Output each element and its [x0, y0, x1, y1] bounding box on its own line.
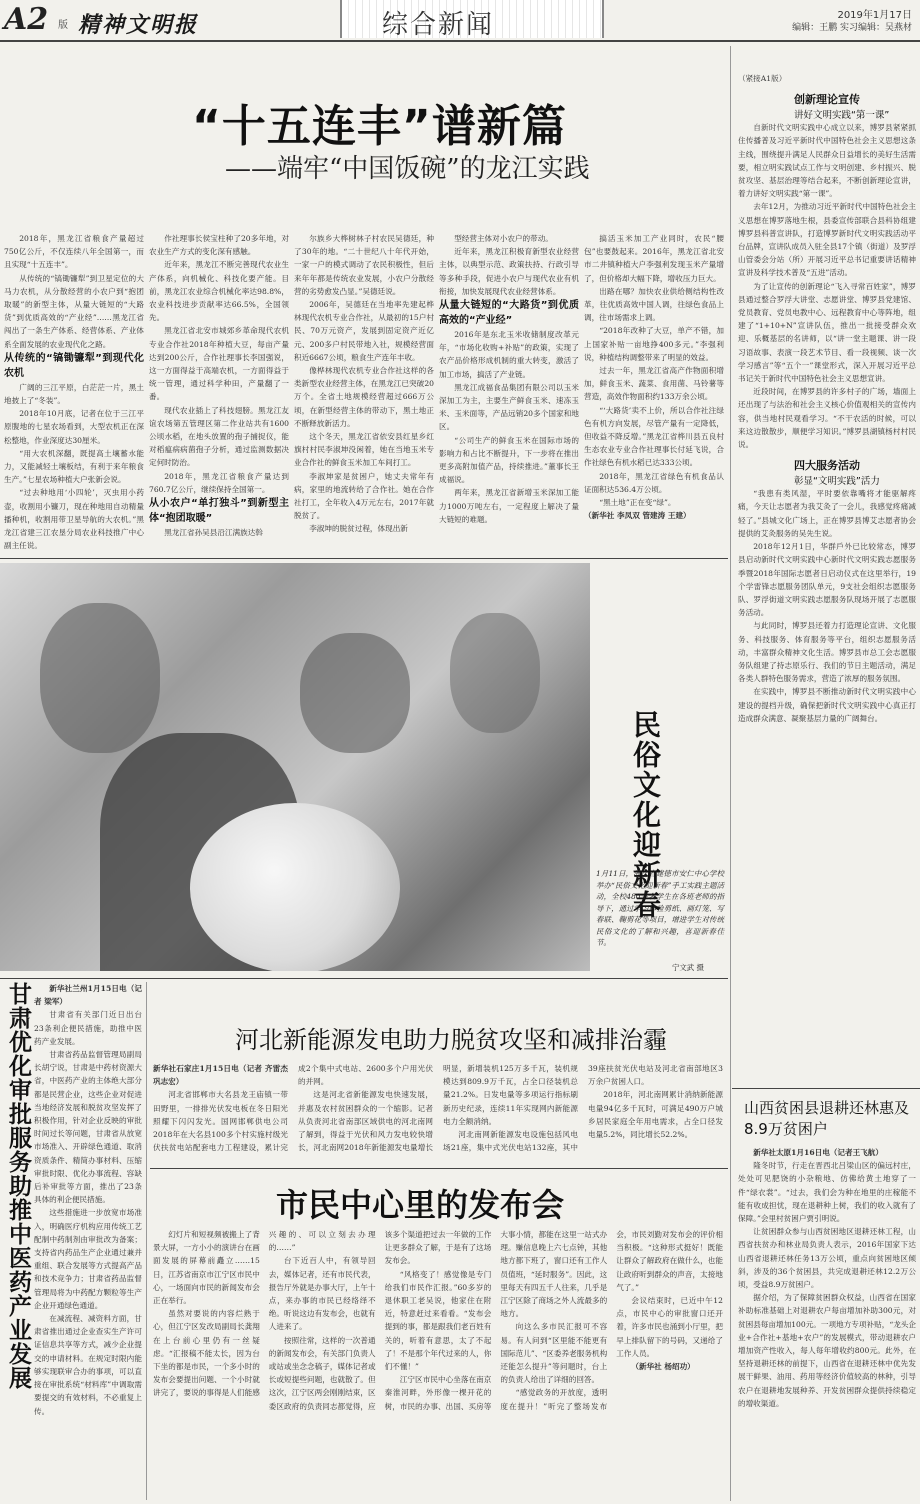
paragraph: 从传统的“镐锄镰犁”到卫星定位的大马力农机，从分散经营的小农户到“抱团取暖”的新型主体，从量大链短的“大路货”到优质高效的“产业经”……黑龙江省闯出了一条生产体系、经营体系、产业体系全面发展的农业现代化之路。 [4, 273, 144, 349]
paragraph: 去年12月，为推动习近平新时代中国特色社会主义思想在博罗落地生根，县委宣传部联合县科协组建博罗县科普宣讲队，打造博罗新时代文明实践活动平台品牌，宣讲队成员入驻全县17个镇（街道）及罗浮山管委会分站（所）开展习近平总书记重要讲话精神宣讲及科学技术普及“五进”活动。 [738, 202, 916, 278]
right-subhead-1: 创新理论宣传 [794, 93, 860, 107]
paragraph: 台下近百人中，有领导回去，媒体记者，还有市民代表，报告厅外就是办事大厅，上午十点，来办事的市民已经络绎不绝。听说这边有发布会，也就有人进来了。 [268, 1256, 376, 1332]
paragraph: 这些措施进一步放宽市场准入，明确医疗机构应用传统工艺配制中药制剂由审批改为备案；支持省内药品生产企业通过兼并重组、联合发展等方式提高产品和技术竞争力；甘肃省药品监督管理局将为中药配方颗粒等生产企业开通绿色通道。 [34, 1208, 142, 1310]
paragraph: 2018年，黑龙江省粮食产量超过750亿公斤，不仅连续八年全国第一，而且实现“十五连丰”。 [4, 234, 144, 270]
paragraph: 这是河北省新能源发电快速发展，并惠及农村贫困群众的一个缩影。记者从负责河北省南部区域供电的河北南网了解到，得益于光伏和风力发电较快增长，河北南网2018年新能源发电量增长明显，新增装机125万多千瓦，装机规模达到809.9万千瓦，占全口径装机总量21.2%。日发电量等多项运行指标刷新历史纪录，连续11年实现网内新能源电力全额消纳。 [298, 1064, 578, 1153]
paragraph: “黑土地”正在变“绿”。 [599, 498, 676, 508]
shanxi-body [738, 1146, 916, 1500]
paragraph: “风格变了！感觉像是专门给我们市民作汇报。”60多岁的退休职工老吴说，他家住在附近，特意赶过来看看。“发布会提到的事，都是跟我们老百姓有关的，听着有意思，太了不起了！不是那个年代过来的人，你们不懂！” [384, 1269, 492, 1372]
paragraph: 隆冬时节，行走在晋西北吕梁山区的偏远村庄，处处可见肥饶的小杂粮地、仿佛给黄土地穿了一件“绿衣裳”。“过去，我们会为种在地里的庄稼能不能有收成担忧，现在退耕种上树，我们的收入就有了保障。”会里村贫困户贾引明说。 [738, 1161, 916, 1224]
lead-subhead-2: 从小农户“单打独斗”到新型主体“抱团取暖” [149, 498, 289, 525]
paragraph: 为了让宣传的创新理论“飞入寻常百姓家”，博罗县通过整合罗浮大讲堂、志愿讲堂、博罗县党建馆、党员教育、党员电教中心、远程教育中心等阵地，组建了“1+10+N”宣讲队伍，推出一批接受群众欢迎、乐概基层的名讲师，以“讲一堂主题课、讲一段习语故事、表演一段艺术节目、看一段视频、谈一次学习感言”等“五个一”课堂形式，深入开展习近平总书记关于新时代中国特色社会主义思想宣讲。 [738, 281, 916, 384]
continued-note: （紧接A1版） [738, 74, 787, 83]
paragraph: “过去种地用‘小四轮’，灭虫用小药壶，收割用小镰刀，现在种地用自动精量播种机，收割用带卫星导航的大农机。”黑龙江省建三江农垦分局农业科技推广中心副主任说。 [4, 488, 144, 551]
lead-column-1 [4, 232, 144, 552]
gansu-dateline: 新华社兰州1月15日电（记者 梁军） [34, 984, 142, 1007]
right-column-story [738, 72, 916, 1084]
lead-subhead-1: 从传统的“镐锄镰犁”到现代化农机 [4, 352, 144, 379]
gansu-divider [146, 982, 147, 1500]
paragraph: 作社理事长侯宝柱种了20多年地，对农业生产方式的变化深有感触。 [149, 234, 289, 257]
paragraph: 像桦林现代农机专业合作社这样的各类新型农业经营主体，在黑龙江已突破20万个。全省土地规模经营超过666万公顷，在新型经营主体的带动下，黑土地正不断释放新活力。 [294, 366, 434, 428]
paragraph: 2016年是东北玉米收储制度改革元年，“市场化收购+补贴”的政策，实现了农产品价格形成机制的重大转变，激活了加工市场，搞活了产业链。 [439, 330, 579, 379]
right-divider [732, 1088, 920, 1089]
right-subhead-2b: 彰显“文明实践”活力 [794, 476, 880, 488]
edition-label: 版 [58, 20, 68, 31]
masthead: 精神文明报 [78, 12, 199, 38]
paragraph: 甘肃省有关部门近日出台23条利企便民措施，助推中医药产业发展。 [34, 1010, 142, 1046]
paragraph: 2018年，黑龙江省粮食产量达到760.7亿公斤，继续保持全国第一。 [149, 471, 289, 494]
paragraph: “我患有类风湿，平时要依靠嘴将才能驱解疼痛，今天让志愿者为我艾灸了一会儿，我感觉疼痛减轻了。”县城文化广场上，正在博罗县博艾志愿者协会提供的艾灸服务的吴先生说。 [738, 489, 916, 538]
photo-bottom-rule [0, 978, 728, 979]
paragraph: 黑龙江成福食品集团有限公司以玉米深加工为主，主要生产鲜食玉米、速冻玉米、玉米面等，产品远销20多个国家和地区。 [439, 382, 579, 432]
paragraph: 幻灯片和短视频被搬上了背景大屏，一方小小的演讲台在画面发展的屏幕前矗立……15日，江苏省南京市江宁区市民中心，一场面向市民的新闻发布会正在举行。 [153, 1230, 260, 1306]
hebei-body [153, 1062, 723, 1160]
shanxi-dateline: 新华社太原1月16日电（记者王飞航） [753, 1148, 883, 1157]
lead-bottom-rule [0, 558, 728, 559]
paragraph: 广阔的三江平原，白茫茫一片，黑土地披上了“冬装”。 [4, 382, 144, 406]
section-title: 综合新闻 [382, 10, 495, 40]
photo-feature-title: 民俗文化迎新春 [629, 710, 662, 920]
photo-caption: 1月11日，浙江省建德市安仁中心学校举办“民俗文化迎新春”手工实践主题活动，全校480余名学生在各班老师的指导下，通过学习体验剪纸、画灯笼、写春联、鞠剪花等项目，增进学生对传统民俗文化的了解和兴趣，喜迎新春佳节。 [596, 869, 724, 947]
paragraph: 两年来，黑龙江省新增玉米深加工能力1000万吨左右，一定程度上解决了量大链短的难题。 [439, 488, 579, 524]
paragraph: 让贫困群众参与山西贫困地区退耕还林工程，山西省扶贫办和林业局负责人表示，2016年国家下达山西省退耕还林任务13万公顷，重点向贫困地区倾斜，涉及的36个贫困县，共完成退耕还林12.2万公顷，受益8.9万贫困户。 [738, 1227, 916, 1290]
paragraph: “2018年改种了大豆，单产不错，加上国家补贴一亩地挣400多元。”李强利说，种植结构调整带来了明显的效益。 [584, 326, 724, 362]
paragraph: 自新时代文明实践中心成立以来，博罗县紧紧抓住传播普及习近平新时代中国特色社会主义思想这条主线，围绕提升满足人民群众日益增长的美好生活需要，相立明实践试点工作与文明创建、乡村振兴、脱贫攻坚、基层治理等结合起来，不断创新理论宣讲，着力讲好文明实践“第一课”。 [738, 123, 916, 199]
paragraph: 李淑坤家是贫困户，她丈夫常年有病，家里的地流转给了合作社。她在合作社打工，全年收入4万元左右，2017年就脱贫了。 [294, 471, 434, 521]
paragraph: 按照往常，这样的一次普通的新闻发布会，有关部门负责人或站或坐念念稿子，媒体记者或长或短提些问题，也就散了。但这次，江宁区两会刚刚结束，区委区政府的负责同志都觉得，应该多个渠道把过去一年做的工作让更多群众了解，于是有了这场发布会。 [268, 1230, 492, 1411]
paragraph: 2006年，吴德廷在当地率先建起桦林现代农机专业合作社，从最初的15户村民、70万元资产，发展到固定资产近亿元、200多户村民带地入社，规模经营面积近6667公顷，粮食生产连年丰收。 [294, 300, 434, 362]
feature-photo [0, 563, 590, 971]
paragraph: 出路在哪？加快农业供给侧结构性改革，往优质高效中国人调，往绿色食品上调，往市场需求上调。 [584, 286, 724, 323]
paragraph: 与此同时，博罗县还着力打造理论宣讲、文化服务、科技服务、体育服务等平台，组织志愿服务活动，丰富群众精神文化生活。博罗县市总工会志愿服务队组建了持志原乐行、我们的节日主题活动，满足各类人群特色服务需求，营造了浓厚的服务氛围。 [738, 621, 916, 684]
lead-headline: “十五连丰”谱新篇 [192, 101, 567, 152]
paragraph: “‘大路货’卖不上价，所以合作社注绿色有机方向发展，尽管产量有一定降低，但收益不降反增。”黑龙江省桦川县五良村生态农业专业合作社理事长付延飞说，合作社绿色有机水稻已达333公顷。 [584, 405, 724, 468]
paragraph: 河北南网新能源发电设施包括风电场21座，集中式光伏电站132座，其中39座扶贫光伏电站及河北省南部地区3万余户贫困人口。 [443, 1064, 723, 1153]
paragraph: 在减流程、减资料方面，甘肃省推出通过企业查实生产许可证信息共享等方式，减少企业提交的申请材料。在规定时限内能够实现联审合办的事项，可以直接在审批系统“材料库”中调取需要提交的有效材料，不必重复上传。 [34, 1314, 142, 1416]
editor-credits: 编辑：王鹏 实习编辑：吴燕材 [792, 23, 912, 33]
lead-subhead-3: 从量大链短的“大路货”到优质高效的“产业经” [439, 300, 579, 327]
paragraph: 近年来，黑龙江不断完善现代农业生产体系，向机械化、科技化要产能。目前，黑龙江农业综合机械化率达98.8%，农业科技进步贡献率达66.5%，全国领先。 [149, 260, 289, 323]
page-header [0, 0, 920, 42]
paragraph: 河北省邯郸市大名县龙王庙镇一带田野里，一排排光伏发电板在冬日阳光照耀下闪闪发光。国网邯郸供电公司2018年在大名县100多个村实施村级光伏扶贫电站配套电力工程建设，累计完成2个集中式电站、2600多个户用光伏的并网。 [153, 1064, 433, 1153]
paragraph: “用大农机深翻，既提高土壤蓄水能力，又能减轻土壤板结，有利于来年粮食生产。”七星农场种植大户张新会说。 [4, 448, 144, 485]
right-column-divider [730, 46, 731, 1501]
lead-column-4 [439, 232, 579, 552]
paragraph: 这个冬天，黑龙江省依安县红星乡红旗村村民李淑坤没闲着，她在当地玉米专业合作社的鲜食玉米加工车间打工。 [294, 432, 434, 468]
paragraph: 2018年12月1日，华群戶外已比较常态，博罗县启动新时代文明实践中心新时代文明实践志愿服务季暨2018年国际志愿者日启动仪式在这里举行，19个学雷锋志愿服务团队单元，9支社会组织志愿服务队、罗浮街道文明实践志愿服务队现场开展了志愿服务活动。 [738, 542, 916, 618]
shanxi-headline: 山西贫困县退耕还林惠及8.9万贫困户 [744, 1099, 910, 1138]
hebei-headline: 河北新能源发电助力脱贫攻坚和减排治霾 [235, 1026, 667, 1054]
paragraph: 型经营主体对小农户的带动。 [454, 234, 553, 243]
paragraph: 黑龙江省北安市城郊乡革命现代农机专业合作社2018年种植大豆，每亩产量达到200公斤，合作社理事长李国强说，这一方面得益于高端农机，一方面得益于统一管理，通过科学种田，产量翻了一番。 [149, 326, 289, 402]
paragraph: 在实践中，博罗县不断推动新时代文明实践中心建设的提档升级，确保把新时代文明实践中心真正打造成群众满意、凝聚基层力量的广阔舞台。 [738, 687, 916, 723]
right-subhead-1b: 讲好文明实践“第一课” [794, 110, 890, 122]
paragraph: 过去一年，黑龙江省高产作物面积增加，鲜食玉米、蔬菜、食用菌、马铃薯等营造，高效作物面积约133万余公顷。 [584, 366, 724, 402]
issue-date: 2019年1月17日 [837, 10, 912, 21]
page-number: A2 [4, 2, 49, 37]
lead-column-3 [294, 232, 434, 552]
lantern-image [190, 803, 400, 971]
gansu-headline: 甘肃优化审批服务助推中医药产业发展 [5, 982, 31, 1390]
launch-body [153, 1228, 723, 1500]
paragraph: 李淑坤的脱贫过程，体现出新 [309, 524, 408, 534]
lead-byline: （新华社 李凤双 管建涛 王建） [584, 511, 691, 521]
paragraph: “感觉政务的开放度，透明度在提升！”听完了整场发布会，市民刘勤对发布会的评价相当积极。“这种形式挺好！既能让群众了解政府在做什么，也能让政府听到群众的声音，太接地气了。” [500, 1230, 723, 1411]
paragraph: 黑龙江省孙吴县沿江满族达斡 [164, 528, 263, 538]
paragraph: 据介绍，为了保障贫困群众权益，山西省在国家补助标准基础上对退耕农户每亩增加补助300元，对贫困县每亩增加100元。一项地方专项补贴，“龙头企业+合作社+基地+农户”的发展模式，带动退耕农户增加资产性收入，每人每年增收约800元。此外，在坚持退耕还林的前提下，山西省在退耕还林中优先发展干鲜果、油用、药用等经济价值较高的林种，引导农户在退耕地发展种养、开发贫困群众提供持续稳定的增收渠道。 [738, 1293, 916, 1408]
photo-credit: 宁文武 摄 [672, 963, 704, 972]
paragraph: 虽然对要说的内容烂熟于心，但江宁区发改局副局长龚翔在上台前心里仍有一丝疑虑。“汇报稿不能太长，因为台下坐的都是市民，一个多小时的发布会要提出问题、一个小时就讲完了，要说的事得是人们能感兴趣的、可以立刻去办理的……” [153, 1230, 376, 1398]
paragraph: 2018年10月底，记者在位于三江平原腹地的七星农场看到，大型农机正在深松整地，作业深度达30厘米。 [4, 409, 144, 445]
paragraph: 会议结束时，已近中午12点，市民中心的审批窗口还开着，许多市民也涌到小厅里，把早上排队留下的号码，又递给了工作人员。 [616, 1296, 723, 1358]
gansu-body [34, 982, 142, 1500]
paragraph: 向这么多市民汇报可不容易。有人问到“区里能不能更有国际范儿”、“区委养老服务机构还能怎么提升”等问题时，台上的负责人给出了详细的回答。 [500, 1322, 608, 1385]
paragraph: 近年来，黑龙江积极育新型农业经营主体，以典型示范、政策扶持、行政引导等多种手段，促进小农户与现代农业有机衔接，加快发展现代农业经营体系。 [439, 247, 579, 296]
lead-column-5 [584, 232, 724, 552]
right-subhead-2: 四大服务活动 [794, 459, 860, 473]
launch-byline: （新华社 杨绍功） [631, 1362, 695, 1372]
paragraph: “公司生产的鲜食玉米在国际市场的影响力和占比不断提升，下一步将在推出更多高附加值产品，持续推进。”董事长王成福说。 [439, 435, 579, 485]
paragraph: 2018年，河北南网累计消纳新能源电量94亿多千瓦时，可满足490万户城乡居民家庭全年用电需求，占全口径发电量5.2%，同比增长52.2%。 [588, 1090, 723, 1140]
hebei-bottom-rule [150, 1168, 728, 1169]
header-rule [0, 40, 920, 42]
lead-column-2 [149, 232, 289, 552]
launch-headline: 市民中心里的发布会 [276, 1186, 565, 1224]
paragraph: 甘肃省药品监督管理局副局长胡宁说，甘肃是中药材资源大省，中医药产业的主体绝大部分都是民营企业，这些企业对促进当地经济发展和脱贫攻坚发挥了积极作用，针对企业反映的审批时间过长等问题，甘肃省从放宽市场准入、开辟绿色通道、取消资质条件、精简办事材料、压缩审批时限、优化办事流程、容缺后补审批等方面，推出了23条具体的利企便民措施。 [34, 1050, 142, 1205]
hebei-dateline: 新华社石家庄1月15日电（记者 齐雷杰 巩志宏） [153, 1064, 288, 1087]
lead-subheadline: ——端牢“中国饭碗”的龙江实践 [225, 154, 590, 184]
paragraph: 江宁区市民中心坐落在南京秦淮河畔，外形像一棵开花的树，市民的办事、出国、买房等大事小情，都能在这里一站式办理。赚信息晚上六七点钟，其他地方都下班了，窗口还有工作人员值班，“延时服务”。因此，这里每天有四五千人往来，几乎是江宁区除了商场之外人流最多的地方。 [384, 1230, 608, 1411]
paragraph: 2018年，黑龙江省绿色有机食品认证面积达536.4万公顷。 [584, 471, 724, 494]
paragraph: 现代农业插上了科技翅膀。黑龙江友谊农场第五管理区第二作业站共有1600公顷水稻，在地头放置的孢子捕捉仪，能对稻瘟病病菌孢子分析，通过监测数据决定何时防治。 [149, 405, 289, 468]
paragraph: 搞活玉米加工产业同时，农民“腰包”也要鼓起来。2016年，黑龙江省北安市二井镇种植大户李强利发现玉米产量增了，但价格却大幅下降，增收压力巨大。 [584, 234, 724, 283]
paragraph: 尔族乡大桦树林子村农民吴德廷，种了30年的地。“二十世纪八十年代开始，一家一户的模式调动了农民积极性，但后来年年都是传统农业发展，小农户分散经营的劣势愈发凸显。”吴德廷说。 [294, 234, 434, 296]
paragraph: 近段时间，在博罗县的许多村子的广场，墙面上还出现了与法治和社会主义核心价值观相关的宣传内容，供当地村民观看学习。“不干农活的时候，可以来这边散散步，顺便学习知识。”博罗县湖镇杨村村民说。 [738, 387, 916, 450]
